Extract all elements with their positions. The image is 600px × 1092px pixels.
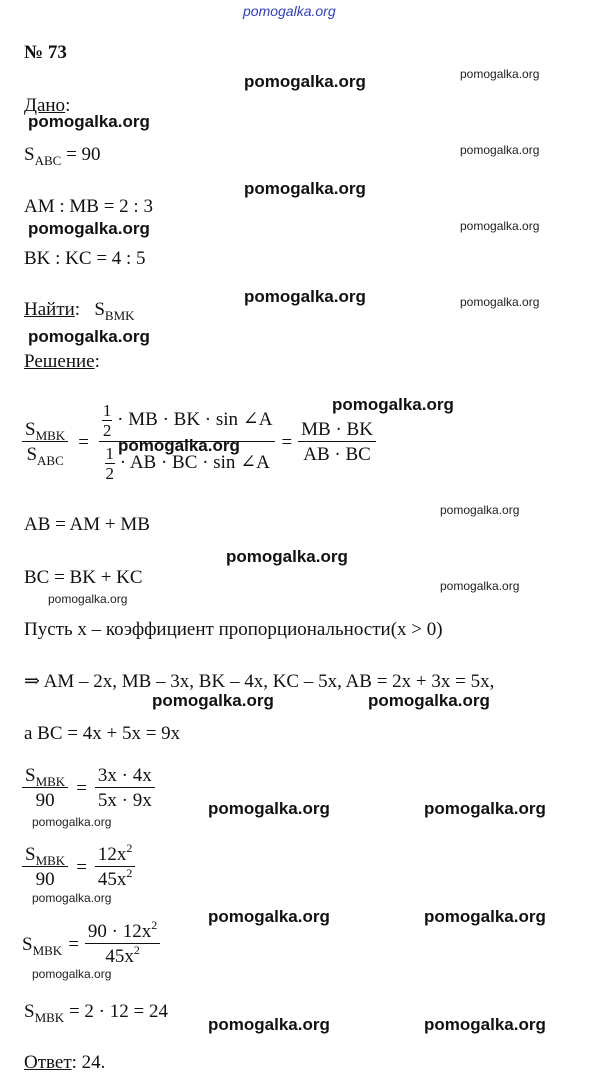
watermark: pomogalka.org (208, 907, 330, 926)
given-heading: Дано: (24, 95, 71, 116)
watermark: pomogalka.org (244, 179, 366, 198)
answer-line: Ответ: 24. (24, 1052, 106, 1073)
watermark: pomogalka.org (424, 907, 546, 926)
watermark: pomogalka.org (28, 327, 150, 346)
given-ratio-bk-kc: BK : KC = 4 : 5 (24, 248, 146, 269)
watermark-small: pomogalka.org (460, 67, 540, 81)
watermark-small: pomogalka.org (460, 295, 540, 309)
area-ratio-formula: $\frac{S_{MBK}}{S_{ABC}}$ = $\frac{1}{2}$ · MB · BK · sin ∠A $\frac{1}{2}$ · AB · BC · sin ∠A = $\frac{MB \cdot BK}{AB \cdot BC}$ (22, 402, 376, 482)
watermark: pomogalka.org (368, 691, 490, 710)
watermark: pomogalka.org (208, 1015, 330, 1034)
watermark-small: pomogalka.org (32, 815, 112, 829)
let-line: Пусть x – коэффициент пропорциональности(x > 0) (24, 619, 443, 640)
fraction-step-2: $\frac{S_{MBK}}{90}$ = $\frac{12x^2}{45x^2}$ (22, 845, 135, 889)
watermark: pomogalka.org (424, 799, 546, 818)
watermark: pomogalka.org (118, 436, 240, 455)
fraction-step-3: $S_{MBK}$ = $\frac{90 \cdot 12x^2}{45x^2}$ (22, 922, 160, 966)
watermark-small: pomogalka.org (440, 503, 520, 517)
watermark: pomogalka.org (208, 799, 330, 818)
find-line: Найти: $S_{BMK}$ (24, 299, 135, 323)
watermark: pomogalka.org (28, 219, 150, 238)
watermark: pomogalka.org (332, 395, 454, 414)
given-area: $S_{ABC} = 90$ (24, 144, 101, 168)
watermark: pomogalka.org (244, 72, 366, 91)
watermark: pomogalka.org (424, 1015, 546, 1034)
watermark-small: pomogalka.org (460, 219, 540, 233)
problem-number: № 73 (24, 42, 67, 63)
watermark-small: pomogalka.org (48, 592, 128, 606)
watermark: pomogalka.org (244, 287, 366, 306)
result-line: $S_{MBK} = 2 \cdot 12 = 24$ (24, 1001, 168, 1025)
fraction-step-1: $\frac{S_{MBK}}{90}$ = $\frac{3x \cdot 4x}{5x \cdot 9x}$ (22, 766, 155, 810)
watermark-small: pomogalka.org (32, 891, 112, 905)
watermark-small: pomogalka.org (32, 967, 112, 981)
eq-ab: AB = AM + MB (24, 514, 150, 535)
watermark: pomogalka.org (152, 691, 274, 710)
watermark-top: pomogalka.org (243, 3, 336, 19)
implies-line: ⇒ AM – 2x, MB – 3x, BK – 4x, KC – 5x, AB = 2x + 3x = 5x, (24, 671, 495, 692)
solution-heading: Решение: (24, 351, 100, 372)
watermark-small: pomogalka.org (460, 143, 540, 157)
eq-bc: BC = BK + KC (24, 567, 143, 588)
bc-value-line: а BC = 4x + 5x = 9x (24, 723, 181, 744)
watermark: pomogalka.org (226, 547, 348, 566)
watermark-small: pomogalka.org (440, 579, 520, 593)
given-ratio-am-mb: AM : MB = 2 : 3 (24, 196, 153, 217)
watermark: pomogalka.org (28, 112, 150, 131)
